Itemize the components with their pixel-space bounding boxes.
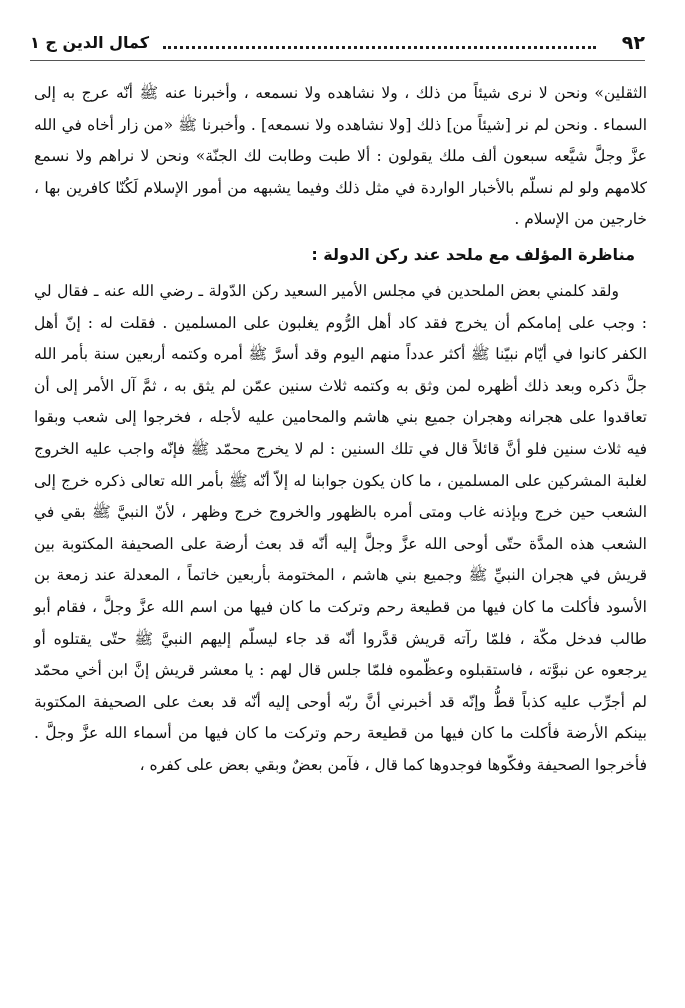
body-text [34,78,647,781]
dotted-leader [163,46,596,49]
body-paragraph: ولقد كلمني بعض الملحدين في مجلس الأمير السعيد ركن الدّولة ـ رضي الله عنه ـ فقال لي : وجب على إمامكم أن يخرج فقد كاد أهل الرُّوم يغلبون على المسلمين . فقلت له : إنّ أهل الكفر كانوا في أيّام نبيّنا ﷺ أكثر عدداً منهم اليوم وقد أسرَّ ﷺ أمره وكتمه أربعين سنة بأمر الله جلَّ ذكره وبعد ذلك أظهره لمن وثق به وكتمه ثلاث سنين عمّن لم يثق به ، ثمَّ آل الأمر إلى أن تعاقدوا على هجرانه وهجران جميع بني هاشم والمحامين عليه لأجله ، فخرجوا إلى شعب وبقوا فيه ثلاث سنين فلو أنَّ قائلاً قال في تلك السنين : لم لا يخرج محمّد ﷺ فإنّه واجب عليه الخروج لغلبة المشركين على المسلمين ، ما كان يكون جوابنا له إلاّ أنّه ﷺ بأمر الله تعالى ذكره خرج إلى الشعب حين خرج وبإذنه غاب ومتى أمره بالظهور والخروج خرج وظهر ، لأنّ النبيَّ ﷺ بقي في الشعب هذه المدَّة حتّى أوحى الله عزَّ وجلَّ إليه أنّه قد بعث أرضة على الصحيفة المكتوبة بين قريش في هجران النبيِّ ﷺ وجميع بني هاشم ، المختومة بأربعين خاتماً ، المعدلة عند زمعة بن الأسود فأكلت ما كان فيها من قطيعة رحم وتركت ما كان فيها من اسم الله عزَّ وجلَّ ، فقام أبو طالب فدخل مكّة ، فلمّا رآته قريش قدَّروا أنّه قد جاء ليسلّم إليهم النبيَّ ﷺ حتّى يقتلوه أو يرجعوه عن نبوَّته ، فاستقبلوه وعظّموه فلمّا جلس قال لهم : يا معشر قريش إنَّ ابن أخي محمّد لم أجرِّب عليه كذباً قطُّ وإنّه قد أخبرني أنَّ ربّه أوحى إليه أنّه قد بعث على الصحيفة المكتوبة بينكم الأرضة فأكلت ما كان فيها من قطيعة رحم وتركت ما كان فيها من أسماء الله عزَّ وجلَّ . فأخرجوا الصحيفة وفكّوها فوجدوها كما قال ، فآمن بعضٌ وبقي بعض على كفره ، [34,281,647,774]
page-number: ٩٢ [621,32,645,54]
book-title: كمال الدين ج ١ [30,33,150,52]
header-rule [30,60,645,61]
body-paragraph: الثقلين» ونحن لا نرى شيئاً من ذلك ، ولا نشاهده ولا نسمعه ، وأخبرنا عنه ﷺ أنّه عرج به إلى السماء . ونحن لم نر [شيئاً من] ذلك [ولا نشاهده ولا نسمعه] . وأخبرنا ﷺ «من زار أخاه في الله عزَّ وجلَّ شيَّعه سبعون ألف ملك يقولون : ألا طبت وطابت لك الجنّة» ونحن لا نراهم ولا نسمع كلامهم ولو لم نسلّم بالأخبار الواردة في مثل ذلك وفيما يشبهه من أمور الإسلام لَكُنّا كافرين بها ، خارجين من الإسلام . [34,84,647,229]
running-header [30,24,645,58]
section-heading: مناظرة المؤلف مع ملحد عند ركن الدولة : [311,244,635,264]
